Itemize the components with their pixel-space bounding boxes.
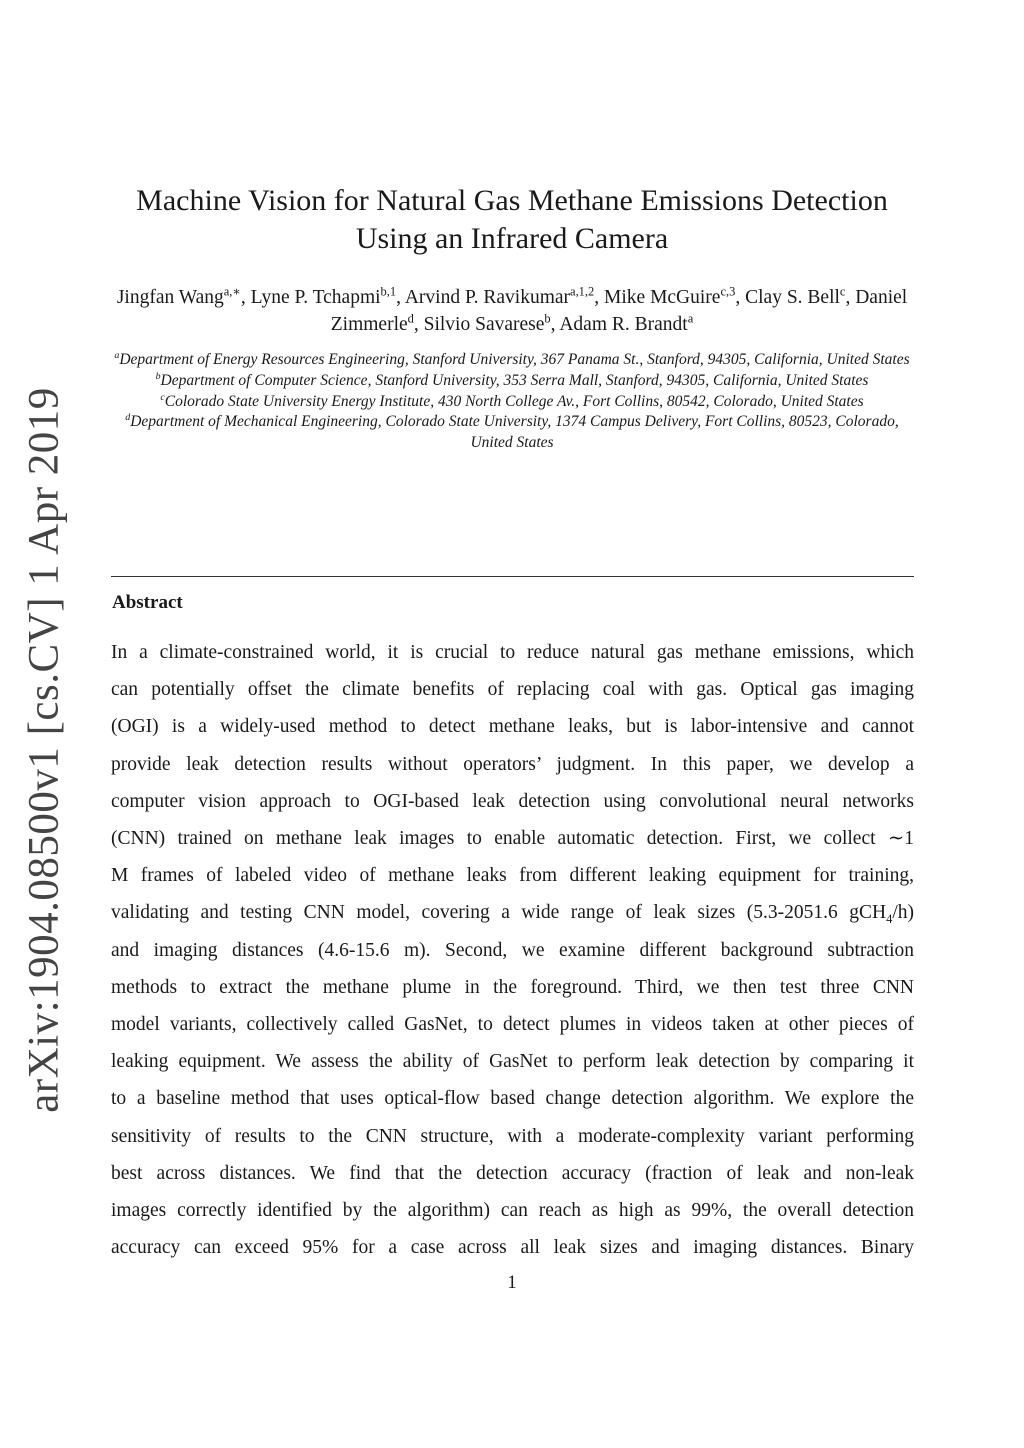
abstract-line: (CNN) trained on methane leak images to enable automatic detection. First, we collect ∼1 bbox=[111, 828, 914, 850]
abstract-line: accuracy can exceed 95% for a case across all leak sizes and imaging distances. Binary bbox=[111, 1237, 914, 1259]
abstract-line: and imaging distances (4.6-15.6 m). Second, we examine different background subtraction bbox=[111, 939, 914, 961]
abstract-heading: Abstract bbox=[112, 592, 183, 613]
abstract-line: computer vision approach to OGI-based leak detection using convolutional neural networks bbox=[111, 790, 914, 812]
author: Mike McGuire$^{c,3}$ bbox=[604, 284, 736, 308]
author-list: Jingfan Wang$^{a,∗}$, Lyne P. Tchapmi$^{b,1}$, Arvind P. Ravikumar$^{a,1,2}$, Mike McGuire$^{c,3}$, Clay S. Bell$^c$, Daniel Zimmerle$^d$, Silvio Savarese$^b$, Adam R. Brandt$^a$ bbox=[116, 284, 908, 335]
abstract-line: images correctly identified by the algorithm) can reach as high as 99%, the overall detection bbox=[111, 1200, 914, 1222]
title-line-1: Machine Vision for Natural Gas Methane Emissions Detection bbox=[136, 184, 888, 217]
affiliations bbox=[110, 350, 914, 454]
affiliation: $^c$Colorado State University Energy Institute, 430 North College Av., Fort Collins, 80542, Colorado, United States bbox=[160, 391, 864, 410]
arxiv-identifier: arXiv:1904.08500v1 [cs.CV] 1 Apr 2019 bbox=[20, 387, 68, 1113]
author: Daniel Zimmerle$^d$ bbox=[330, 287, 908, 335]
abstract-line: methods to extract the methane plume in the foreground. Third, we then test three CNN bbox=[111, 976, 914, 998]
affiliation: $^a$Department of Energy Resources Engineering, Stanford University, 367 Panama St., Stanford, 94305, California, United States bbox=[114, 349, 910, 368]
author: Arvind P. Ravikumar$^{a,1,2}$ bbox=[404, 284, 595, 308]
abstract-line: sensitivity of results to the CNN structure, with a moderate-complexity variant performing bbox=[111, 1125, 914, 1147]
abstract-line: M frames of labeled video of methane leaks from different leaking equipment for training, bbox=[111, 865, 914, 887]
author: Clay S. Bell$^c$ bbox=[745, 284, 846, 308]
abstract-line: provide leak detection results without operators’ judgment. In this paper, we develop a bbox=[111, 753, 914, 775]
abstract-line: leaking equipment. We assess the ability of GasNet to perform leak detection by comparing it bbox=[111, 1051, 914, 1073]
abstract-line: to a baseline method that uses optical-flow based change detection algorithm. We explore the bbox=[111, 1088, 914, 1110]
section-divider bbox=[111, 576, 914, 577]
paper-title bbox=[0, 182, 1024, 258]
author: Silvio Savarese$^b$ bbox=[423, 311, 551, 335]
abstract-line: can potentially offset the climate benefits of replacing coal with gas. Optical gas imaging bbox=[111, 679, 914, 701]
abstract-line: best across distances. We find that the detection accuracy (fraction of leak and non-leak bbox=[111, 1162, 914, 1184]
abstract-line: validating and testing CNN model, covering a wide range of leak sizes (5.3-2051.6 gCH$_4$/h) bbox=[111, 902, 914, 927]
affiliation: $^b$Department of Computer Science, Stanford University, 353 Serra Mall, Stanford, 94305, California, United States bbox=[155, 370, 869, 389]
author: Jingfan Wang$^{a,∗}$ bbox=[116, 284, 241, 308]
abstract-line: model variants, collectively called GasNet, to detect plumes in videos taken at other pieces of bbox=[111, 1014, 914, 1036]
abstract-line: (OGI) is a widely-used method to detect methane leaks, but is labor-intensive and cannot bbox=[111, 716, 914, 738]
abstract-line: In a climate-constrained world, it is crucial to reduce natural gas methane emissions, which bbox=[111, 642, 914, 663]
title-line-2: Using an Infrared Camera bbox=[355, 222, 669, 255]
abstract-body bbox=[111, 634, 914, 1266]
author: Adam R. Brandt$^a$ bbox=[559, 311, 694, 335]
author: Lyne P. Tchapmi$^{b,1}$ bbox=[250, 284, 397, 308]
affiliation: $^d$Department of Mechanical Engineering, Colorado State University, 1374 Campus Delivery, Fort Collins, 80523, Colorado, United States bbox=[125, 412, 899, 452]
page-number: 1 bbox=[507, 1272, 517, 1293]
